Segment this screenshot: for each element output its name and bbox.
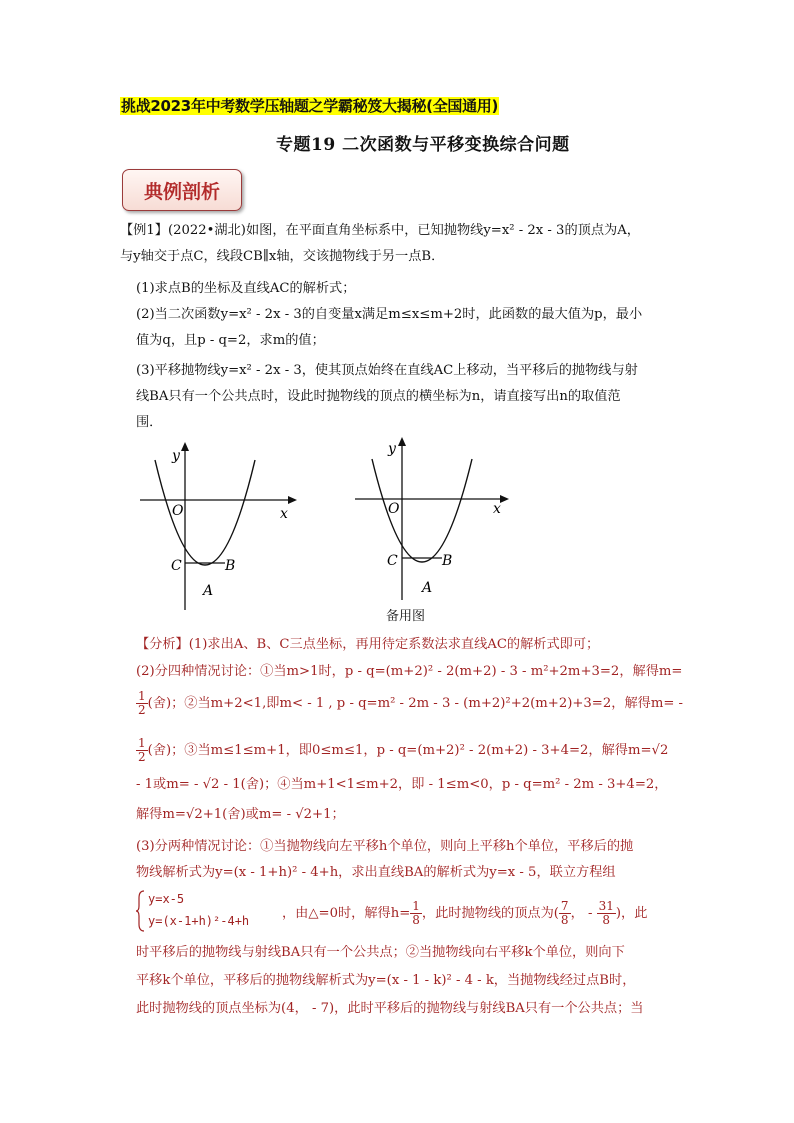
fraction: $\frac{31}{8}$: [598, 899, 614, 927]
analysis-line-11: 平移k个单位，平移后的抛物线解析式为y=(x - 1 - k)² - 4 - k，当抛物线经过点B时，: [136, 973, 636, 988]
section-label: 典例剖析: [122, 169, 242, 211]
system-brace-icon: [136, 890, 146, 932]
point-a-label: A: [203, 583, 214, 599]
analysis-line-4: $\frac{1}{2}$ (舍)；③当m≤1≤m+1，即0≤m≤1，p - q=(m+2)² - 2(m+2) - 3+4=2，解得m=√2: [138, 736, 669, 764]
figure-caption: 备用图: [386, 609, 426, 624]
analysis-line-9: ，由△=0时，解得h= $\frac{1}{8}$ ，此时抛物线的顶点为( $\frac{7}{8}$ ， - $\frac{31}{8}$ )，此: [282, 899, 648, 927]
problem-line-2: 与y轴交于点C，线段CB∥x轴，交该抛物线于另一点B．: [120, 249, 445, 264]
fraction: $\frac{7}{8}$: [560, 899, 569, 927]
figure-parabola-spare: [350, 435, 520, 605]
question-3a: (3)平移抛物线y=x² - 2x - 3，使其顶点始终在直线AC上移动，当平移后的抛物线与射: [136, 363, 638, 378]
analysis-line-7: (3)分两种情况讨论：①当抛物线向左平移h个单位，则向上平移h个单位，平移后的抛: [136, 839, 634, 854]
parabola-curve: [155, 460, 255, 565]
x-axis-arrow-icon: [500, 495, 509, 503]
y-axis-arrow-icon: [181, 442, 189, 451]
analysis-line-12: 此时抛物线的顶点坐标为(4， - 7)，此时平移后的抛物线与射线BA只有一个公共点；当: [136, 1001, 644, 1016]
point-c-label: C: [171, 558, 182, 574]
equation-1: y=x-5: [148, 892, 185, 906]
equation-2: y=(x-1+h)²-4+h: [148, 914, 250, 928]
y-label: y: [388, 441, 396, 457]
question-3c: 围．: [136, 415, 163, 430]
x-axis-arrow-icon: [288, 496, 297, 504]
x-label: x: [493, 501, 501, 517]
question-2a: (2)当二次函数y=x² - 2x - 3的自变量x满足m≤x≤m+2时，此函数的最大值为p，最小: [136, 307, 643, 322]
series-title: 挑战2023年中考数学压轴题之学霸秘笈大揭秘(全国通用): [121, 97, 499, 115]
analysis-line-6: 解得m=√2+1(舍)或m= - √2+1；: [136, 807, 345, 822]
analysis-text: 【分析】(1)求出A、B、C三点坐标，再用待定系数法求直线AC的解析式即可；: [136, 637, 600, 652]
point-c-label: C: [387, 553, 398, 569]
point-b-label: B: [225, 558, 236, 574]
parabola-curve: [372, 459, 472, 562]
analysis-line-3: $\frac{1}{2}$ (舍)；②当m+2<1,即m< - 1 , p - q=m² - 2m - 3 - (m+2)²+2(m+2)+3=2，解得m= -: [138, 689, 684, 717]
fraction: $\frac{1}{2}$: [138, 736, 146, 764]
origin-label: O: [388, 501, 400, 517]
fraction: $\frac{1}{8}$: [412, 899, 420, 927]
fraction: $\frac{1}{2}$: [138, 689, 146, 717]
topic-title: 专题19 二次函数与平移变换综合问题: [276, 135, 570, 155]
analysis-line-10: 时平移后的抛物线与射线BA只有一个公共点；②当抛物线向右平移k个单位，则向下: [136, 945, 625, 960]
equation-system: [148, 888, 249, 932]
y-label: y: [172, 448, 180, 464]
analysis-line-8: 物线解析式为y=(x - 1+h)² - 4+h，求出直线BA的解析式为y=x - 5，联立方程组: [136, 865, 616, 880]
origin-label: O: [172, 503, 184, 519]
analysis-line-5: - 1或m= - √2 - 1(舍)；④当m+1<1≤m+2，即 - 1≤m<0，p - q=m² - 2m - 3+4=2，: [136, 777, 668, 792]
question-2b: 值为q，且p - q=2，求m的值；: [136, 333, 325, 348]
problem-line-1: 【例1】(2022•湖北)如图，在平面直角坐标系中，已知抛物线y=x² - 2x - 3的顶点为A，: [120, 223, 640, 238]
analysis-line-2: (2)分四种情况讨论：①当m>1时，p - q=(m+2)² - 2(m+2) - 3 - m²+2m+3=2，解得m=: [136, 664, 683, 679]
x-label: x: [280, 506, 288, 522]
question-1: (1)求点B的坐标及直线AC的解析式；: [136, 281, 356, 296]
point-a-label: A: [422, 580, 433, 596]
y-axis-arrow-icon: [398, 437, 406, 446]
analysis-line-1: [136, 632, 599, 658]
point-b-label: B: [442, 553, 453, 569]
figure-parabola-main: [135, 440, 305, 615]
question-3b: 线BA只有一个公共点时，设此时抛物线的顶点的横坐标为n，请直接写出n的取值范: [136, 389, 621, 404]
